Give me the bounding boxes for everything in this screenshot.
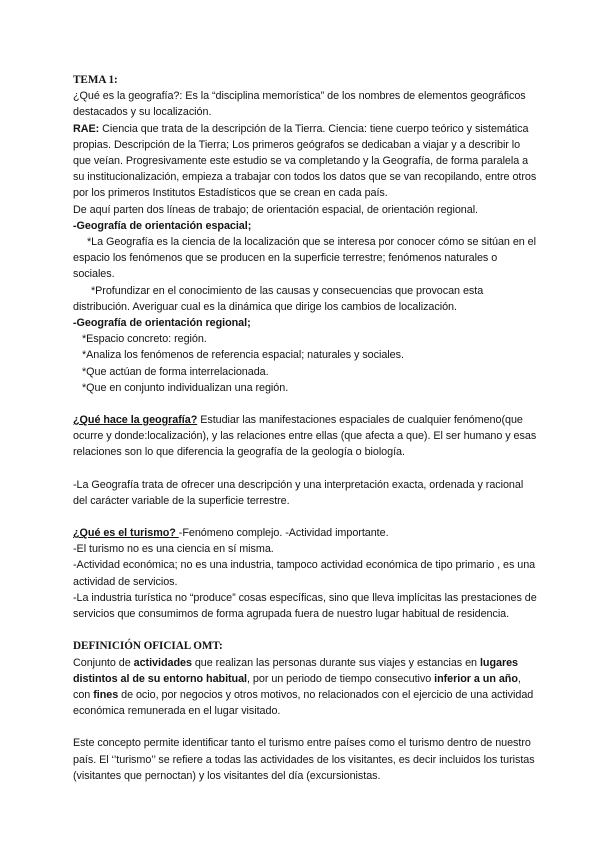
omt-text: , con <box>73 672 521 701</box>
intro-paragraph: ¿Qué es la geografía?: Es la “disciplina memorística” de los nombres de elementos geográficos destacados y su localización. <box>73 90 526 119</box>
omt-bold-term: fines <box>93 688 119 701</box>
tema-title: TEMA 1: <box>73 74 118 86</box>
rae-text: Ciencia que trata de la descripción de la Tierra. Ciencia: tiene cuerpo teórico y sistemática propias. Descripción de la Tierra; Los primeros geógrafos se dedicaban a viajar y a describir lo que veían. Progresivamente este estudio se va completando y la Geografía, de forma paralela a su institucionalización, empieza a trabajar con todos los datos que se van recopilando, entre otros por los primeros Institutos Estadísticos que se crean en cada país. <box>73 122 537 200</box>
concepto-paragraph: Este concepto permite identificar tanto el turismo entre países como el turismo dentro de nuestro país. El ‘’turismo’’ se refiere a todas las actividades de los visitantes, es decir incluidos los turistas (visitantes que pernoctan) y los visitantes del día (excursionistas. <box>73 737 535 782</box>
que-hace-paragraph <box>73 412 538 461</box>
lines-intro: De aquí parten dos líneas de trabajo; de orientación espacial, de orientación regional. <box>73 203 479 216</box>
omt-bold-term: actividades <box>133 656 192 669</box>
omt-bold-term: inferior a un año <box>434 672 518 685</box>
espacial-point-1 <box>73 234 538 283</box>
omt-text: que realizan las personas durante sus viajes y estancias en <box>191 656 480 669</box>
omt-definition <box>73 655 538 720</box>
spacer <box>73 719 538 735</box>
que-hace-text: Estudiar las manifestaciones espaciales de cualquier fenómeno(que ocurre y donde:localización), y las relaciones entre ellas (que afecta a que). El ser humano y esas relaciones son lo que diferencia la geografía de la geología o biología. <box>73 414 537 459</box>
omt-text: , por un periodo de tiempo consecutivo <box>247 672 435 685</box>
spacer <box>73 622 538 638</box>
rae-label: RAE: <box>73 122 100 135</box>
espacial-point-2-text: *Profundizar en el conocimiento de las causas y consecuencias que provocan esta distribución. Averiguar cual es la dinámica que dirige los cambios de localización. <box>73 284 484 313</box>
omt-heading: DEFINICIÓN OFICIAL OMT: <box>73 640 223 653</box>
regional-heading: -Geografía de orientación regional; <box>73 317 251 330</box>
omt-text: de ocio, por negocios y otros motivos, no relacionados con el ejercicio de una actividad económica remunerada en el lugar visitado. <box>73 688 534 718</box>
turismo-paragraph <box>73 525 538 541</box>
espacial-point-2 <box>73 283 538 315</box>
trata-paragraph: -La Geografía trata de ofrecer una descripción y una interpretación exacta, ordenada y racional del carácter variable de la superficie terrestre. <box>73 478 524 507</box>
espacial-heading: -Geografía de orientación espacial; <box>73 219 252 232</box>
turismo-text: -Fenómeno complejo. -Actividad importante. <box>178 527 389 540</box>
omt-text: Conjunto de <box>73 656 134 669</box>
turismo-label: ¿Qué es el turismo? <box>73 527 179 540</box>
regional-item: *Que en conjunto individualizan una región. <box>82 381 289 394</box>
turismo-item: -La industria turística no “produce” cosas específicas, sino que lleva implícitas las prestaciones de servicios que consumimos de forma agrupada fuera de nuestro lugar habitual de residencia. <box>73 591 537 621</box>
turismo-item: -Actividad económica; no es una industria, tampoco actividad económica de tipo primario , es una actividad de servicios. <box>73 559 536 588</box>
turismo-item: -El turismo no es una ciencia en sí misma. <box>73 543 274 556</box>
spacer <box>73 509 538 525</box>
document-page <box>73 72 538 784</box>
que-hace-label: ¿Qué hace la geografía? <box>73 414 198 427</box>
espacial-point-1-text: *La Geografía es la ciencia de la localización que se interesa por conocer cómo se sitúan en el espacio los fenómenos que se producen en la superficie terrestre; fenómenos naturales o sociales. <box>73 236 536 281</box>
regional-item: *Espacio concreto: región. <box>82 333 207 346</box>
rae-paragraph <box>73 121 538 202</box>
spacer <box>73 396 538 412</box>
regional-item: *Analiza los fenómenos de referencia espacial; naturales y sociales. <box>82 349 404 362</box>
spacer <box>73 461 538 477</box>
regional-item: *Que actúan de forma interrelacionada. <box>82 365 269 378</box>
omt-bold-term: lugares distintos al de su entorno habitual <box>73 656 519 685</box>
